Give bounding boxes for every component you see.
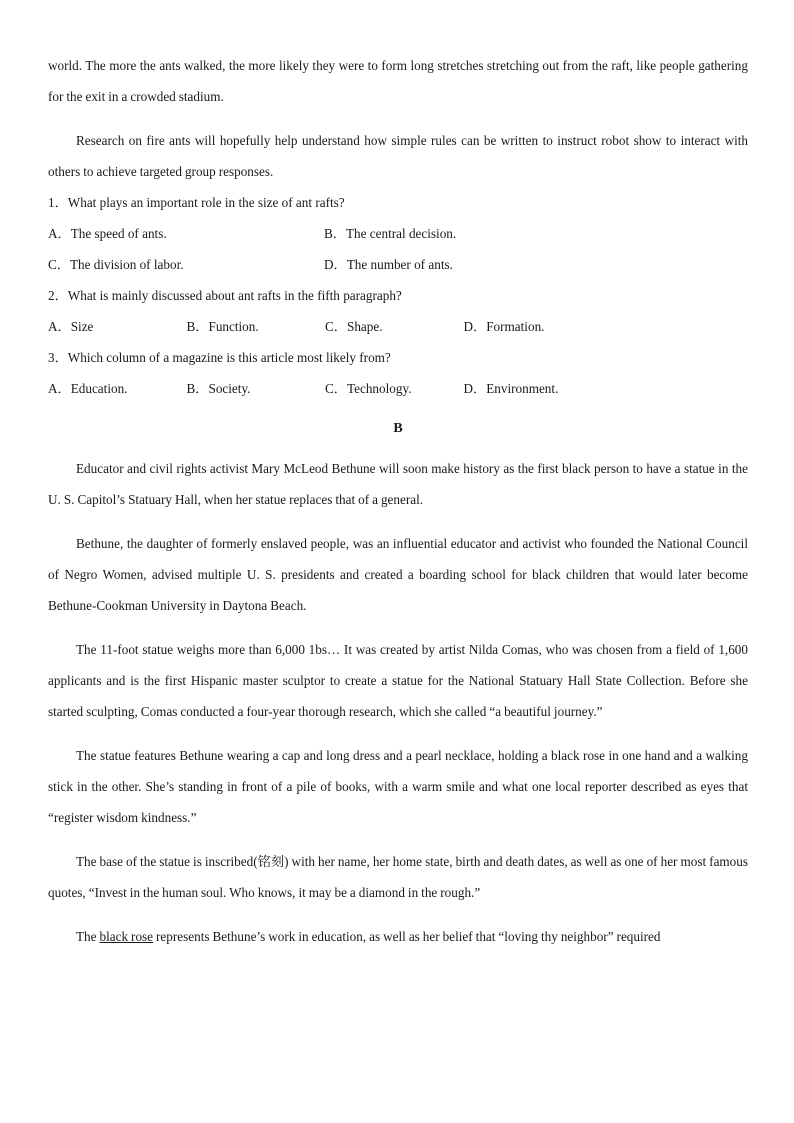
- question-1-option-d: D．The number of ants.: [324, 257, 453, 272]
- passage-a-paragraph-end: world. The more the ants walked, the more likely they were to form long stretches stretching out from the raft, like people gathering for the exit in a crowded stadium.: [48, 58, 748, 104]
- question-3-prompt: 3．Which column of a magazine is this article most likely from?: [48, 350, 391, 365]
- passage-b-paragraph-5: The base of the statue is inscribed(铭刻) with her name, her home state, birth and death dates, as well as one of her most famous quotes, “Invest in the human soul. Who knows, it may be a diamond in the rough.”: [48, 854, 748, 900]
- paragraph-6-prefix: The: [76, 929, 100, 944]
- underlined-phrase-black-rose: black rose: [99, 929, 154, 944]
- question-2-option-b: B．Function.: [186, 319, 259, 334]
- question-3-option-c: C．Technology.: [325, 381, 412, 396]
- passage-b-paragraph-4: The statue features Bethune wearing a cap and long dress and a pearl necklace, holding a black rose in one hand and a walking stick in the other. She’s standing in front of a pile of books, with a warm smile and what one local reporter described as eyes that “register wisdom kindness.”: [48, 748, 748, 825]
- question-1-option-b: B．The central decision.: [324, 226, 457, 241]
- question-2-option-c: C．Shape.: [325, 319, 383, 334]
- passage-b-paragraph-6: [48, 921, 748, 952]
- question-2-option-a: A．Size: [48, 319, 94, 334]
- passage-a-paragraph-last: Research on fire ants will hopefully help understand how simple rules can be written to instruct robot show to interact with others to achieve targeted group responses.: [48, 133, 748, 179]
- passage-b-paragraph-1: Educator and civil rights activist Mary McLeod Bethune will soon make history as the first black person to have a statue in the U. S. Capitol’s Statuary Hall, when her statue replaces that of a general.: [48, 461, 748, 507]
- question-1-prompt: 1．What plays an important role in the size of ant rafts?: [48, 195, 345, 210]
- question-1-option-c: C．The division of labor.: [48, 257, 184, 272]
- document-page: [48, 48, 748, 952]
- question-3-option-a: A．Education.: [48, 381, 128, 396]
- question-1-option-a: A．The speed of ants.: [48, 226, 167, 241]
- passage-b-paragraph-3: The 11-foot statue weighs more than 6,000 1bs… It was created by artist Nilda Comas, who was chosen from a field of 1,600 applicants and is the first Hispanic master sculptor to create a statue for the National Statuary Hall State Collection. Before she started sculpting, Comas conducted a four-year thorough research, which she called “a beautiful journey.”: [48, 642, 748, 719]
- question-3-options: [48, 373, 748, 404]
- question-2-options: [48, 311, 748, 342]
- question-1-options-row-2: [48, 249, 748, 280]
- question-3-option-d: D．Environment.: [463, 381, 559, 396]
- passage-b-paragraph-2: Bethune, the daughter of formerly enslaved people, was an influential educator and activist who founded the National Council of Negro Women, advised multiple U. S. presidents and created a boarding school for black children that would later become Bethune-Cookman University in Daytona Beach.: [48, 536, 748, 613]
- question-1-options-row-1: [48, 218, 748, 249]
- paragraph-6-suffix: represents Bethune’s work in education, as well as her belief that “loving thy neighbor” required: [153, 929, 661, 944]
- question-2-option-d: D．Formation.: [463, 319, 545, 334]
- question-2-prompt: 2．What is mainly discussed about ant rafts in the fifth paragraph?: [48, 288, 402, 303]
- passage-b-heading: B: [393, 421, 403, 436]
- question-3-option-b: B．Society.: [186, 381, 251, 396]
